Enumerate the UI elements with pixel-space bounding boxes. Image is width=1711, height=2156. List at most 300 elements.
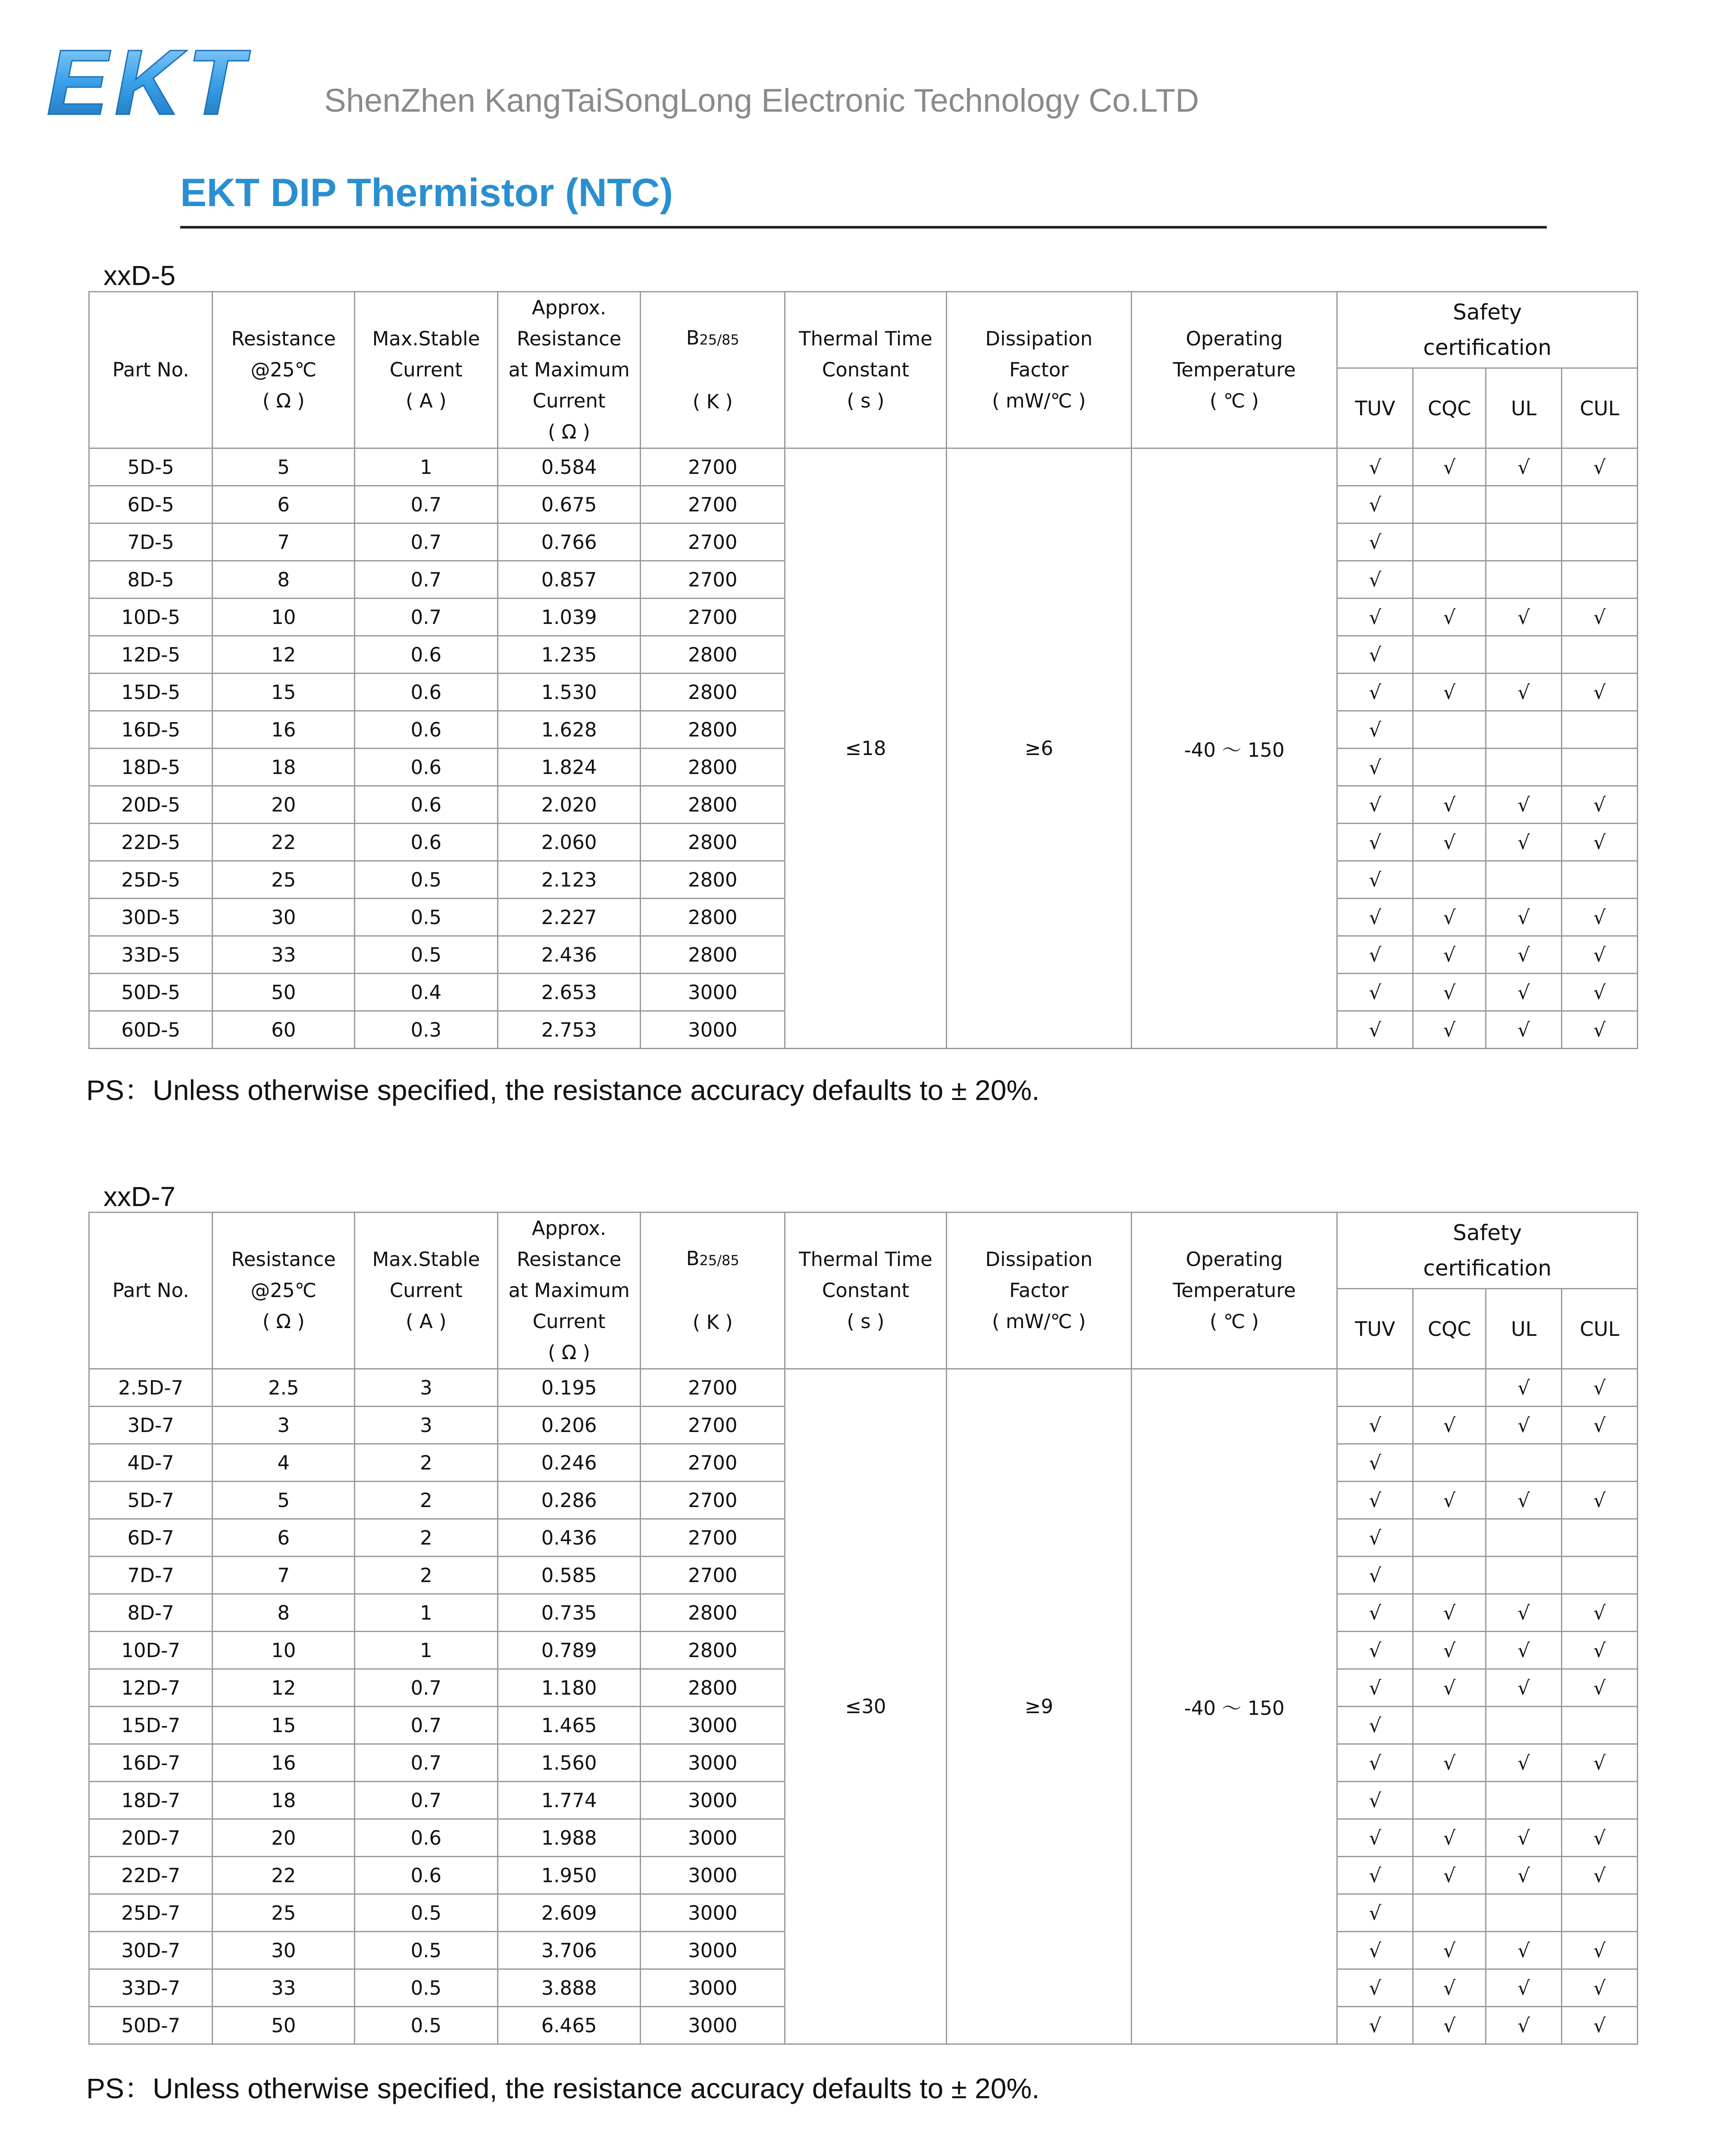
cqc-mark: √ — [1413, 1482, 1486, 1519]
ul-mark: √ — [1486, 1482, 1562, 1519]
cqc-mark: √ — [1413, 1969, 1486, 2007]
ul-mark — [1486, 1519, 1562, 1557]
max-current-cell: 0.6 — [355, 1857, 498, 1894]
approx-resistance-cell: 1.039 — [497, 599, 641, 636]
ul-mark: √ — [1486, 1819, 1562, 1857]
accuracy-note-d5: PS：Unless otherwise specified, the resistance accuracy defaults to ± 20%. — [86, 1074, 1040, 1106]
dissipation-cell: ≥9 — [946, 1369, 1131, 2044]
b-value-cell: 2800 — [641, 936, 785, 974]
ul-mark: √ — [1486, 1932, 1562, 1969]
tuv-mark: √ — [1337, 749, 1413, 786]
part-no-cell: 20D-5 — [89, 786, 213, 824]
max-current-cell: 0.6 — [355, 749, 498, 786]
approx-resistance-cell: 0.246 — [497, 1444, 641, 1482]
max-current-cell: 0.3 — [355, 1011, 498, 1049]
tuv-mark: √ — [1337, 786, 1413, 824]
max-current-cell: 0.7 — [355, 561, 498, 599]
ul-mark: √ — [1486, 1969, 1562, 2007]
resistance-cell: 10 — [213, 1632, 355, 1669]
ul-mark: √ — [1486, 1744, 1562, 1782]
max-current-cell: 0.5 — [355, 861, 498, 899]
ul-mark — [1486, 636, 1562, 674]
tuv-mark: √ — [1337, 523, 1413, 561]
max-current-cell: 2 — [355, 1482, 498, 1519]
approx-resistance-cell: 2.020 — [497, 786, 641, 824]
cqc-mark: √ — [1413, 674, 1486, 711]
tuv-mark: √ — [1337, 1011, 1413, 1049]
part-no-cell: 60D-5 — [89, 1011, 213, 1049]
cqc-mark — [1413, 523, 1486, 561]
ul-mark: √ — [1486, 1857, 1562, 1894]
cul-mark — [1562, 749, 1638, 786]
cul-mark — [1562, 1557, 1638, 1594]
cul-mark: √ — [1562, 1632, 1638, 1669]
header-cqc: CQC — [1413, 368, 1486, 448]
tuv-mark: √ — [1337, 1519, 1413, 1557]
ul-mark: √ — [1486, 899, 1562, 936]
part-no-cell: 18D-7 — [89, 1782, 213, 1819]
cqc-mark: √ — [1413, 599, 1486, 636]
cul-mark — [1562, 1894, 1638, 1932]
resistance-cell: 7 — [213, 523, 355, 561]
resistance-cell: 50 — [213, 2007, 355, 2044]
b-value-cell: 2800 — [641, 861, 785, 899]
resistance-cell: 22 — [213, 1857, 355, 1894]
approx-resistance-cell: 1.465 — [497, 1707, 641, 1744]
tuv-mark: √ — [1337, 486, 1413, 523]
header-max-current: Max.Stable Current ( A ) — [355, 1213, 498, 1369]
max-current-cell: 0.4 — [355, 974, 498, 1011]
resistance-cell: 15 — [213, 674, 355, 711]
cqc-mark: √ — [1413, 1744, 1486, 1782]
part-no-cell: 15D-5 — [89, 674, 213, 711]
header-thermal-time: Thermal Time Constant ( s ) — [785, 1213, 947, 1369]
b-value-cell: 3000 — [641, 2007, 785, 2044]
max-current-cell: 0.6 — [355, 636, 498, 674]
cul-mark — [1562, 1707, 1638, 1744]
max-current-cell: 3 — [355, 1369, 498, 1407]
b-value-cell: 3000 — [641, 1011, 785, 1049]
b-value-cell: 2700 — [641, 486, 785, 523]
tuv-mark: √ — [1337, 1407, 1413, 1444]
header-b-value: B25/85 ( K ) — [641, 292, 785, 448]
resistance-cell: 6 — [213, 1519, 355, 1557]
tuv-mark: √ — [1337, 1969, 1413, 2007]
part-no-cell: 10D-7 — [89, 1632, 213, 1669]
b-value-cell: 2700 — [641, 599, 785, 636]
b-value-cell: 2700 — [641, 1369, 785, 1407]
resistance-cell: 30 — [213, 899, 355, 936]
tuv-mark: √ — [1337, 1707, 1413, 1744]
cul-mark: √ — [1562, 824, 1638, 861]
b-value-cell: 2800 — [641, 636, 785, 674]
approx-resistance-cell: 0.675 — [497, 486, 641, 523]
resistance-cell: 25 — [213, 1894, 355, 1932]
header-part-no: Part No. — [89, 292, 213, 448]
cul-mark: √ — [1562, 899, 1638, 936]
tuv-mark: √ — [1337, 1894, 1413, 1932]
resistance-cell: 50 — [213, 974, 355, 1011]
cqc-mark: √ — [1413, 1594, 1486, 1632]
tuv-mark: √ — [1337, 1932, 1413, 1969]
approx-resistance-cell: 6.465 — [497, 2007, 641, 2044]
ul-mark: √ — [1486, 448, 1562, 486]
dissipation-cell: ≥6 — [946, 448, 1131, 1049]
tuv-mark: √ — [1337, 561, 1413, 599]
cqc-mark — [1413, 1707, 1486, 1744]
max-current-cell: 0.6 — [355, 824, 498, 861]
tuv-mark: √ — [1337, 1632, 1413, 1669]
cul-mark: √ — [1562, 1369, 1638, 1407]
max-current-cell: 0.6 — [355, 786, 498, 824]
approx-resistance-cell: 1.235 — [497, 636, 641, 674]
part-no-cell: 6D-5 — [89, 486, 213, 523]
ul-mark — [1486, 861, 1562, 899]
cul-mark — [1562, 1444, 1638, 1482]
approx-resistance-cell: 1.180 — [497, 1669, 641, 1707]
cqc-mark — [1413, 1369, 1486, 1407]
cul-mark — [1562, 561, 1638, 599]
b-value-cell: 2700 — [641, 1519, 785, 1557]
title-divider — [180, 226, 1547, 229]
resistance-cell: 18 — [213, 1782, 355, 1819]
ul-mark — [1486, 1782, 1562, 1819]
cqc-mark: √ — [1413, 824, 1486, 861]
header-b-value: B25/85 ( K ) — [641, 1213, 785, 1369]
tuv-mark: √ — [1337, 599, 1413, 636]
tuv-mark: √ — [1337, 674, 1413, 711]
approx-resistance-cell: 0.789 — [497, 1632, 641, 1669]
cul-mark: √ — [1562, 1669, 1638, 1707]
cul-mark — [1562, 486, 1638, 523]
b-value-cell: 3000 — [641, 1932, 785, 1969]
part-no-cell: 8D-7 — [89, 1594, 213, 1632]
resistance-cell: 2.5 — [213, 1369, 355, 1407]
cul-mark: √ — [1562, 1969, 1638, 2007]
resistance-cell: 12 — [213, 636, 355, 674]
header-thermal-time: Thermal Time Constant ( s ) — [785, 292, 947, 448]
logo-text: EKT — [47, 30, 250, 129]
b-value-cell: 2800 — [641, 1594, 785, 1632]
ul-mark — [1486, 1557, 1562, 1594]
cul-mark: √ — [1562, 1482, 1638, 1519]
header-resistance: Resistance @25℃ ( Ω ) — [213, 1213, 355, 1369]
max-current-cell: 0.5 — [355, 899, 498, 936]
cul-mark: √ — [1562, 1011, 1638, 1049]
b-value-cell: 2800 — [641, 1669, 785, 1707]
approx-resistance-cell: 3.706 — [497, 1932, 641, 1969]
part-no-cell: 4D-7 — [89, 1444, 213, 1482]
approx-resistance-cell: 2.060 — [497, 824, 641, 861]
cul-mark: √ — [1562, 1819, 1638, 1857]
thermal-time-cell: ≤18 — [785, 448, 947, 1049]
header-approx-resistance: Approx. Resistance at Maximum Current ( Ω ) — [497, 1213, 641, 1369]
company-name: ShenZhen KangTaiSongLong Electronic Technology Co.LTD — [324, 82, 1199, 119]
max-current-cell: 0.7 — [355, 523, 498, 561]
tuv-mark: √ — [1337, 1669, 1413, 1707]
operating-temp-cell: -40 ～ 150 — [1132, 1369, 1337, 2044]
cqc-mark — [1413, 749, 1486, 786]
resistance-cell: 20 — [213, 1819, 355, 1857]
tuv-mark: √ — [1337, 1557, 1413, 1594]
b-value-cell: 2700 — [641, 1482, 785, 1519]
ul-mark: √ — [1486, 824, 1562, 861]
max-current-cell: 1 — [355, 448, 498, 486]
spec-table-d7 — [88, 1212, 1638, 2045]
approx-resistance-cell: 0.766 — [497, 523, 641, 561]
operating-temp-cell: -40 ～ 150 — [1132, 448, 1337, 1049]
resistance-cell: 5 — [213, 1482, 355, 1519]
tuv-mark: √ — [1337, 1482, 1413, 1519]
part-no-cell: 25D-7 — [89, 1894, 213, 1932]
approx-resistance-cell: 0.286 — [497, 1482, 641, 1519]
part-no-cell: 6D-7 — [89, 1519, 213, 1557]
max-current-cell: 0.5 — [355, 936, 498, 974]
max-current-cell: 0.5 — [355, 1969, 498, 2007]
b-value-cell: 2800 — [641, 824, 785, 861]
ul-mark: √ — [1486, 674, 1562, 711]
cul-mark: √ — [1562, 1407, 1638, 1444]
max-current-cell: 0.6 — [355, 674, 498, 711]
resistance-cell: 33 — [213, 1969, 355, 2007]
cqc-mark: √ — [1413, 1011, 1486, 1049]
accuracy-note-d7: PS：Unless otherwise specified, the resistance accuracy defaults to ± 20%. — [86, 2072, 1040, 2104]
cqc-mark — [1413, 486, 1486, 523]
header-resistance: Resistance @25℃ ( Ω ) — [213, 292, 355, 448]
resistance-cell: 12 — [213, 1669, 355, 1707]
part-no-cell: 16D-5 — [89, 711, 213, 749]
ul-mark: √ — [1486, 1369, 1562, 1407]
ul-mark: √ — [1486, 2007, 1562, 2044]
cul-mark: √ — [1562, 1857, 1638, 1894]
resistance-cell: 10 — [213, 599, 355, 636]
b-value-cell: 2700 — [641, 1444, 785, 1482]
resistance-cell: 60 — [213, 1011, 355, 1049]
approx-resistance-cell: 1.774 — [497, 1782, 641, 1819]
ul-mark — [1486, 1444, 1562, 1482]
approx-resistance-cell: 3.888 — [497, 1969, 641, 2007]
resistance-cell: 16 — [213, 1744, 355, 1782]
part-no-cell: 10D-5 — [89, 599, 213, 636]
resistance-cell: 16 — [213, 711, 355, 749]
approx-resistance-cell: 0.857 — [497, 561, 641, 599]
part-no-cell: 50D-7 — [89, 2007, 213, 2044]
resistance-cell: 22 — [213, 824, 355, 861]
resistance-cell: 5 — [213, 448, 355, 486]
cul-mark: √ — [1562, 974, 1638, 1011]
resistance-cell: 3 — [213, 1407, 355, 1444]
part-no-cell: 16D-7 — [89, 1744, 213, 1782]
part-no-cell: 50D-5 — [89, 974, 213, 1011]
b-value-cell: 2800 — [641, 786, 785, 824]
b-value-cell: 2700 — [641, 523, 785, 561]
cul-mark: √ — [1562, 936, 1638, 974]
max-current-cell: 2 — [355, 1557, 498, 1594]
ul-mark — [1486, 711, 1562, 749]
header-safety-certification: Safety certification — [1337, 292, 1638, 368]
b-value-cell: 2700 — [641, 561, 785, 599]
part-no-cell: 8D-5 — [89, 561, 213, 599]
ul-mark — [1486, 1707, 1562, 1744]
ul-mark: √ — [1486, 1407, 1562, 1444]
header-part-no: Part No. — [89, 1213, 213, 1369]
approx-resistance-cell: 2.753 — [497, 1011, 641, 1049]
b-value-cell: 2800 — [641, 674, 785, 711]
header-tuv: TUV — [1337, 1289, 1413, 1369]
tuv-mark: √ — [1337, 861, 1413, 899]
resistance-cell: 4 — [213, 1444, 355, 1482]
b-value-cell: 3000 — [641, 1969, 785, 2007]
cul-mark: √ — [1562, 1932, 1638, 1969]
max-current-cell: 0.7 — [355, 486, 498, 523]
ul-mark — [1486, 523, 1562, 561]
resistance-cell: 6 — [213, 486, 355, 523]
cul-mark — [1562, 1519, 1638, 1557]
ekt-logo — [43, 30, 276, 129]
cul-mark: √ — [1562, 599, 1638, 636]
tuv-mark: √ — [1337, 1444, 1413, 1482]
cul-mark: √ — [1562, 1594, 1638, 1632]
b-value-cell: 3000 — [641, 1857, 785, 1894]
tuv-mark: √ — [1337, 636, 1413, 674]
approx-resistance-cell: 1.628 — [497, 711, 641, 749]
header-dissipation: Dissipation Factor ( mW/℃ ) — [946, 292, 1131, 448]
max-current-cell: 2 — [355, 1444, 498, 1482]
cqc-mark — [1413, 1557, 1486, 1594]
header-safety-certification: Safety certification — [1337, 1213, 1638, 1289]
max-current-cell: 0.7 — [355, 599, 498, 636]
header-ul: UL — [1486, 1289, 1562, 1369]
cqc-mark — [1413, 711, 1486, 749]
b-value-cell: 3000 — [641, 974, 785, 1011]
cqc-mark — [1413, 1519, 1486, 1557]
cul-mark — [1562, 636, 1638, 674]
resistance-cell: 8 — [213, 1594, 355, 1632]
approx-resistance-cell: 0.585 — [497, 1557, 641, 1594]
tuv-mark: √ — [1337, 936, 1413, 974]
cqc-mark: √ — [1413, 899, 1486, 936]
resistance-cell: 7 — [213, 1557, 355, 1594]
part-no-cell: 2.5D-7 — [89, 1369, 213, 1407]
spec-table-d5 — [88, 291, 1638, 1049]
max-current-cell: 1 — [355, 1594, 498, 1632]
cqc-mark — [1413, 561, 1486, 599]
resistance-cell: 20 — [213, 786, 355, 824]
cul-mark: √ — [1562, 448, 1638, 486]
b-value-cell: 3000 — [641, 1819, 785, 1857]
part-no-cell: 30D-7 — [89, 1932, 213, 1969]
approx-resistance-cell: 2.227 — [497, 899, 641, 936]
cqc-mark: √ — [1413, 1857, 1486, 1894]
approx-resistance-cell: 1.560 — [497, 1744, 641, 1782]
approx-resistance-cell: 1.988 — [497, 1819, 641, 1857]
thermal-time-cell: ≤30 — [785, 1369, 947, 2044]
part-no-cell: 18D-5 — [89, 749, 213, 786]
cul-mark: √ — [1562, 674, 1638, 711]
approx-resistance-cell: 1.824 — [497, 749, 641, 786]
approx-resistance-cell: 1.950 — [497, 1857, 641, 1894]
resistance-cell: 25 — [213, 861, 355, 899]
approx-resistance-cell: 2.436 — [497, 936, 641, 974]
max-current-cell: 0.6 — [355, 1819, 498, 1857]
resistance-cell: 18 — [213, 749, 355, 786]
cqc-mark — [1413, 636, 1486, 674]
tuv-mark: √ — [1337, 899, 1413, 936]
header-ul: UL — [1486, 368, 1562, 448]
ul-mark: √ — [1486, 599, 1562, 636]
approx-resistance-cell: 1.530 — [497, 674, 641, 711]
cqc-mark — [1413, 861, 1486, 899]
cqc-mark: √ — [1413, 1932, 1486, 1969]
tuv-mark: √ — [1337, 1594, 1413, 1632]
cqc-mark — [1413, 1894, 1486, 1932]
part-no-cell: 15D-7 — [89, 1707, 213, 1744]
resistance-cell: 15 — [213, 1707, 355, 1744]
max-current-cell: 0.5 — [355, 2007, 498, 2044]
tuv-mark: √ — [1337, 1819, 1413, 1857]
header-max-current: Max.Stable Current ( A ) — [355, 292, 498, 448]
cqc-mark: √ — [1413, 448, 1486, 486]
ul-mark — [1486, 561, 1562, 599]
cul-mark — [1562, 711, 1638, 749]
ul-mark — [1486, 486, 1562, 523]
b-value-cell: 2800 — [641, 899, 785, 936]
approx-resistance-cell: 0.206 — [497, 1407, 641, 1444]
max-current-cell: 0.7 — [355, 1782, 498, 1819]
ul-mark — [1486, 1894, 1562, 1932]
part-no-cell: 7D-5 — [89, 523, 213, 561]
max-current-cell: 0.6 — [355, 711, 498, 749]
max-current-cell: 3 — [355, 1407, 498, 1444]
page-title: EKT DIP Thermistor (NTC) — [180, 171, 673, 215]
cul-mark — [1562, 1782, 1638, 1819]
approx-resistance-cell: 0.436 — [497, 1519, 641, 1557]
tuv-mark: √ — [1337, 1782, 1413, 1819]
cqc-mark: √ — [1413, 1407, 1486, 1444]
ul-mark: √ — [1486, 1594, 1562, 1632]
tuv-mark: √ — [1337, 1744, 1413, 1782]
max-current-cell: 0.5 — [355, 1932, 498, 1969]
ul-mark: √ — [1486, 936, 1562, 974]
part-no-cell: 30D-5 — [89, 899, 213, 936]
tuv-mark: √ — [1337, 974, 1413, 1011]
b-value-cell: 2800 — [641, 1632, 785, 1669]
ul-mark: √ — [1486, 1011, 1562, 1049]
max-current-cell: 2 — [355, 1519, 498, 1557]
header-dissipation: Dissipation Factor ( mW/℃ ) — [946, 1213, 1131, 1369]
max-current-cell: 0.5 — [355, 1894, 498, 1932]
tuv-mark: √ — [1337, 711, 1413, 749]
tuv-mark: √ — [1337, 448, 1413, 486]
part-no-cell: 25D-5 — [89, 861, 213, 899]
b-value-cell: 3000 — [641, 1894, 785, 1932]
tuv-mark: √ — [1337, 2007, 1413, 2044]
ul-mark: √ — [1486, 786, 1562, 824]
cqc-mark: √ — [1413, 1632, 1486, 1669]
cqc-mark — [1413, 1444, 1486, 1482]
b-value-cell: 2800 — [641, 749, 785, 786]
part-no-cell: 5D-5 — [89, 448, 213, 486]
header-operating-temp: Operating Temperature ( ℃ ) — [1132, 292, 1337, 448]
cul-mark — [1562, 523, 1638, 561]
cqc-mark: √ — [1413, 936, 1486, 974]
b-value-cell: 2700 — [641, 1557, 785, 1594]
cul-mark: √ — [1562, 2007, 1638, 2044]
table-row — [89, 1369, 1638, 1407]
approx-resistance-cell: 2.653 — [497, 974, 641, 1011]
approx-resistance-cell: 0.735 — [497, 1594, 641, 1632]
approx-resistance-cell: 2.123 — [497, 861, 641, 899]
